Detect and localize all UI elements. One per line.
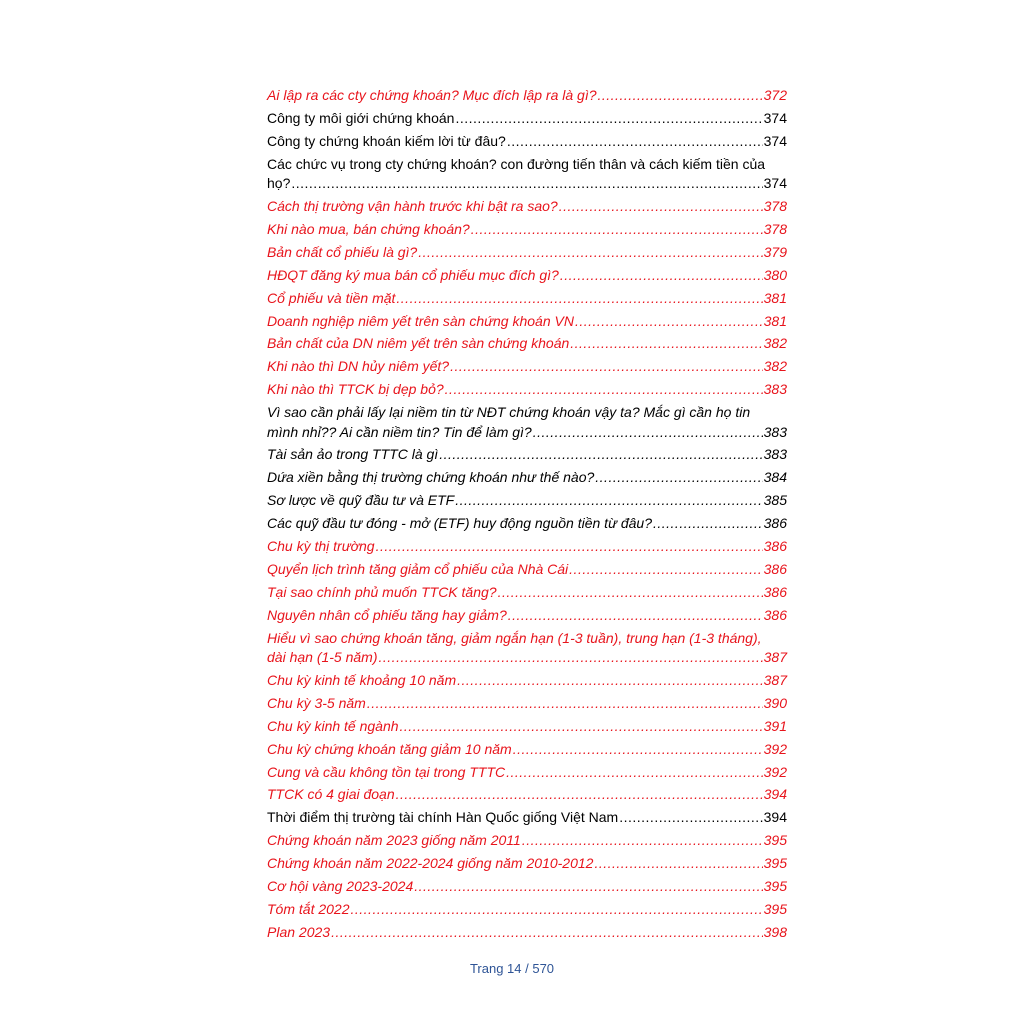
dot-leader [559,266,763,286]
toc-entry[interactable] [267,785,787,805]
dot-leader [444,380,763,400]
dot-leader [521,831,763,851]
toc-entry-page-number: 395 [763,878,787,894]
toc-entry-page-number: 385 [763,492,787,509]
toc-entry-page-number: 378 [763,220,787,237]
dot-leader [395,289,762,309]
toc-entry-title: Chu kỳ kinh tế ngành [267,717,399,734]
dot-leader [454,491,762,511]
toc-entry[interactable] [267,694,787,714]
toc-entry[interactable] [267,155,787,194]
toc-entry-page-number: 383 [763,423,787,440]
dot-leader [330,923,763,943]
dot-leader [413,877,762,897]
toc-entry[interactable] [267,671,787,691]
dot-leader [558,197,763,217]
toc-entry-title: Plan 2023 [267,923,331,940]
toc-entry-page-number: 374 [763,109,787,126]
toc-entry-page-number: 394 [763,786,787,803]
table-of-contents [267,86,787,946]
toc-entry[interactable] [267,380,787,400]
toc-entry-page-number: 372 [763,87,787,103]
toc-entry[interactable] [267,583,787,603]
toc-entry[interactable] [267,468,787,488]
toc-entry-page-number: 395 [763,855,787,872]
dot-leader [594,468,762,488]
toc-entry-title: Thời điểm thị trường tài chính Hàn Quốc giống Việt Nam [267,809,619,826]
toc-entry-page-number: 386 [763,538,787,555]
toc-entry[interactable] [267,763,787,783]
toc-entry[interactable] [267,109,787,129]
dot-leader [290,174,762,194]
page-footer: Trang 14 / 570 [469,961,555,976]
toc-entry-page-number: 381 [763,289,787,306]
toc-entry-title: Khi nào mua, bán chứng khoán? [267,220,470,237]
toc-entry[interactable] [267,629,787,668]
toc-entry-title: Cách thị trường vận hành trước khi bật ra sao? [267,198,558,215]
dot-leader [507,606,763,626]
toc-entry-title: Bản chất của DN niêm yết trên sàn chứng khoán [267,335,570,352]
toc-entry[interactable] [267,560,787,580]
toc-entry-page-number: 379 [763,243,787,260]
dot-leader [399,717,763,737]
toc-entry-page-number: 382 [763,335,787,352]
toc-entry[interactable] [267,289,787,309]
toc-entry-title: Chu kỳ chứng khoán tăng giảm 10 năm [267,740,512,757]
toc-entry-title: Các quỹ đầu tư đóng - mở (ETF) huy động nguồn tiền từ đâu? [267,515,652,532]
dot-leader [652,514,763,534]
toc-entry[interactable] [267,197,787,217]
toc-entry-page-number: 386 [763,583,787,600]
toc-entry-title-line: Các chức vụ trong cty chứng khoán? con đường tiến thân và cách kiếm tiền của [267,155,766,172]
toc-entry-title: dài hạn (1-5 năm) [267,649,378,666]
toc-entry[interactable] [267,740,787,760]
toc-entry-title: Chu kỳ 3-5 năm [267,694,366,711]
toc-entry-title: Khi nào thì DN hủy niêm yết? [267,358,450,375]
toc-entry[interactable] [267,132,787,152]
toc-entry-title: Công ty chứng khoán kiếm lời từ đâu? [267,132,506,149]
toc-entry-title: Tại sao chính phủ muốn TTCK tăng? [267,583,497,600]
toc-entry-page-number: 395 [763,900,787,917]
toc-entry-title: HĐQT đăng ký mua bán cổ phiếu mục đích gì? [267,266,559,283]
toc-entry[interactable] [267,831,787,851]
toc-entry-title: Ai lập ra các cty chứng khoán? Mục đích lập ra là gì? [267,87,597,103]
dot-leader [395,785,763,805]
dot-leader [597,86,763,106]
toc-entry-page-number: 386 [763,606,787,623]
toc-entry[interactable] [267,877,787,897]
toc-entry-page-number: 383 [763,446,787,463]
dot-leader [375,537,763,557]
dot-leader [438,445,762,465]
toc-entry[interactable] [267,514,787,534]
toc-entry-title: TTCK có 4 giai đoạn [267,786,395,803]
dot-leader [456,671,763,691]
toc-entry-title: Doanh nghiệp niêm yết trên sàn chứng khoán VN [267,312,574,329]
dot-leader [454,109,762,129]
toc-entry-title: Cơ hội vàng 2023-2024 [267,878,414,894]
toc-entry[interactable] [267,491,787,511]
toc-entry-title: Khi nào thì TTCK bị dẹp bỏ? [267,381,444,398]
toc-entry[interactable] [267,312,787,332]
toc-entry-page-number: 391 [763,717,787,734]
toc-entry-title: họ? [267,175,291,192]
toc-entry-page-number: 394 [763,809,787,826]
dot-leader [574,312,763,332]
dot-leader [505,763,763,783]
toc-entry-page-number: 398 [763,923,787,940]
toc-entry-page-number: 387 [763,671,787,688]
dot-leader [366,694,763,714]
toc-entry-title: Bản chất cổ phiếu là gì? [267,243,418,260]
toc-entry[interactable] [267,403,787,442]
toc-entry-page-number: 382 [763,358,787,375]
toc-entry[interactable] [267,445,787,465]
dot-leader [512,740,763,760]
toc-entry-title: Chu kỳ thị trường [267,538,375,555]
dot-leader [506,132,763,152]
toc-entry-title: Tóm tắt 2022 [267,900,350,917]
toc-entry-title: Chu kỳ kinh tế khoảng 10 năm [267,671,457,688]
toc-entry[interactable] [267,537,787,557]
dot-leader [568,560,762,580]
toc-entry[interactable] [267,243,787,263]
dot-leader [470,220,763,240]
toc-entry-title: Cung và cầu không tồn tại trong TTTC [267,763,506,780]
toc-entry-title: Sơ lược về quỹ đầu tư và ETF [267,492,455,509]
toc-entry[interactable] [267,900,787,920]
toc-entry-page-number: 380 [763,266,787,283]
toc-entry-page-number: 392 [763,740,787,757]
toc-entry-page-number: 374 [763,132,787,149]
toc-entry[interactable] [267,86,787,106]
toc-entry-page-number: 386 [763,515,787,532]
toc-entry-title: Chứng khoán năm 2023 giống năm 2011 [267,832,521,849]
toc-entry[interactable] [267,220,787,240]
toc-entry[interactable] [267,923,787,943]
toc-entry-title: Công ty môi giới chứng khoán [267,109,455,126]
dot-leader [449,357,763,377]
toc-entry-title: mình nhỉ?? Ai cần niềm tin? Tin để làm gì? [267,423,532,440]
toc-entry-title: Tài sản ảo trong TTTC là gì [267,446,439,463]
toc-entry[interactable] [267,808,787,828]
toc-entry[interactable] [267,854,787,874]
toc-entry[interactable] [267,334,787,354]
toc-entry-page-number: 378 [763,198,787,215]
dot-leader [497,583,763,603]
toc-entry-page-number: 386 [763,560,787,577]
toc-entry-title-line: Hiểu vì sao chứng khoán tăng, giảm ngắn hạn (1-3 tuần), trung hạn (1-3 tháng), [267,629,762,646]
toc-entry-page-number: 381 [763,312,787,329]
toc-entry-page-number: 374 [763,175,787,192]
dot-leader [569,334,762,354]
toc-entry-page-number: 390 [763,694,787,711]
toc-entry-page-number: 384 [763,469,787,486]
toc-entry-page-number: 383 [763,381,787,398]
dot-leader [532,423,763,443]
toc-entry-page-number: 392 [763,763,787,780]
dot-leader [593,854,762,874]
toc-entry-title: Nguyên nhân cổ phiếu tăng hay giảm? [267,606,507,623]
toc-entry-title: Cổ phiếu và tiền mặt [267,289,396,306]
toc-entry[interactable] [267,357,787,377]
toc-entry[interactable] [267,606,787,626]
toc-entry[interactable] [267,266,787,286]
toc-entry-title-line: Vì sao cần phải lấy lại niềm tin từ NĐT chứng khoán vậy ta? Mắc gì cần họ tin [267,404,751,421]
toc-entry-title: Quyển lịch trình tăng giảm cổ phiếu của Nhà Cái [267,560,569,577]
dot-leader [618,808,762,828]
dot-leader [350,900,763,920]
dot-leader [417,243,762,263]
toc-entry-title: Chứng khoán năm 2022-2024 giống năm 2010-2012 [267,855,594,872]
toc-entry-page-number: 387 [763,649,787,666]
dot-leader [378,648,763,668]
toc-entry[interactable] [267,717,787,737]
toc-entry-page-number: 395 [763,832,787,849]
toc-entry-title: Dứa xiền bằng thị trường chứng khoán như thế nào? [267,469,595,486]
